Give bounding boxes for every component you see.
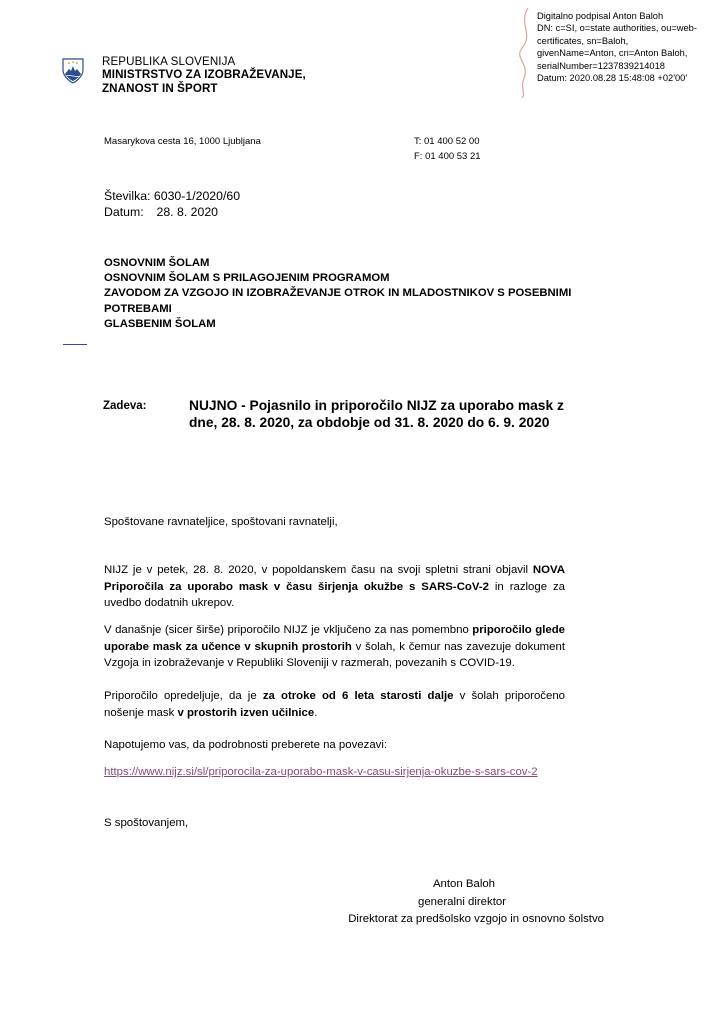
signature-line: Datum: 2020.08.28 15:48:08 +02'00' <box>537 73 688 84</box>
signature-line: serialNumber=1237839214018 <box>537 60 665 71</box>
text: v šolah priporočeno nošenje mask <box>104 690 566 719</box>
signer-department: Direktorat za predšolsko vzgojo in osnovno šolstvo <box>348 913 604 925</box>
subject-line: dne, 28. 8. 2020, za obdobje od 31. 8. 2020 do 6. 9. 2020 <box>189 415 550 430</box>
digital-signature-block <box>537 10 717 84</box>
text: V današnje (sicer širše) priporočilo NIJZ je vključeno za nas pomembno <box>104 624 473 636</box>
subject-line: NUJNO - Pojasnilo in priporočilo NIJZ za uporabo mask z <box>189 398 564 413</box>
signature-line: givenName=Anton, cn=Anton Baloh, <box>537 48 688 59</box>
document-date-label: Datum: <box>104 204 144 219</box>
bold-text: NOVA Priporočila za uporabo mask v času širjenja okužbe s SARS-CoV-2 <box>104 564 565 593</box>
closing: S spoštovanjem, <box>104 817 189 829</box>
recipient: OSNOVNIM ŠOLAM S PRILAGOJENIM PROGRAMOM <box>104 272 390 285</box>
ministry-line-science: ZNANOST IN ŠPORT <box>102 81 218 95</box>
ministry-line-republic: REPUBLIKA SLOVENIJA <box>102 55 236 68</box>
text: . <box>314 706 318 719</box>
paragraph-link-intro: Napotujemo vas, da podrobnosti preberete na povezavi: <box>104 739 388 751</box>
document-number-value: 6030-1/2020/60 <box>153 189 241 203</box>
document-date-row <box>104 205 240 221</box>
signer-name: Anton Baloh <box>432 878 496 890</box>
signer-title: generalni direktor <box>417 895 506 908</box>
ministry-address: Masarykova cesta 16, 1000 Ljubljana <box>104 136 261 147</box>
recipient: OSNOVNIM ŠOLAM <box>104 257 210 269</box>
text: v šolah, k čemur nas zavezuje dokument Vzgoja in izobraževanje v Republiki Sloveniji v razmerah, povezanih s COVID-19. <box>104 640 565 670</box>
signer-block <box>300 876 620 929</box>
margin-marker <box>63 344 87 345</box>
paragraph-announcement <box>104 562 565 612</box>
text: in razloge za uvedbo dodatnih ukrepov. <box>104 580 565 610</box>
document-meta <box>104 189 240 220</box>
recipient: ZAVODOM ZA VZGOJO IN IZOBRAŽEVANJE OTROK IN MLADOSTNIKOV S POSEBNIMI POTREBAMI <box>104 287 572 315</box>
recipients-list <box>104 256 624 332</box>
signature-line: Digitalno podpisal Anton Baloh <box>537 11 664 21</box>
fax-number: F: 01 400 53 21 <box>414 151 481 162</box>
nijz-link[interactable]: https://www.nijz.si/sl/priporocila-za-uporabo-mask-v-casu-sirjenja-okuzbe-s-sars-cov-2 <box>104 766 538 778</box>
phone-number: T: 01 400 52 00 <box>414 136 480 147</box>
signature-line: DN: c=SI, o=state authorities, ou=web- <box>537 23 697 34</box>
subject-label: Zadeva: <box>103 400 147 412</box>
signature-mark-icon <box>512 4 536 100</box>
paragraph-recommendation <box>104 622 565 672</box>
recipient: GLASBENIM ŠOLAM <box>104 317 216 330</box>
document-number-label: Številka: <box>104 189 151 203</box>
contact-numbers <box>414 134 481 164</box>
ministry-name <box>102 55 306 95</box>
signature-line: certificates, sn=Baloh, <box>537 35 629 46</box>
greeting: Spoštovane ravnateljice, spoštovani ravnatelji, <box>104 516 338 528</box>
bold-text: v prostorih izven učilnice <box>177 706 315 719</box>
paragraph-definition <box>104 688 565 721</box>
ministry-line-ministry: MINISTRSTVO ZA IZOBRAŽEVANJE, <box>102 68 306 82</box>
bold-text: priporočilo glede uporabe mask za učence v skupnih prostorih <box>104 624 565 653</box>
subject-text <box>189 397 609 431</box>
document-number-row <box>104 189 240 205</box>
coat-of-arms-icon <box>62 58 84 84</box>
document-date-value: 28. 8. 2020 <box>156 204 219 219</box>
text: Priporočilo opredeljuje, da je <box>104 690 263 702</box>
bold-text: za otroke od 6 leta starosti dalje <box>262 690 454 702</box>
text: NIJZ je v petek, 28. 8. 2020, v popoldanskem času na svoji spletni strani objavil <box>104 564 533 576</box>
